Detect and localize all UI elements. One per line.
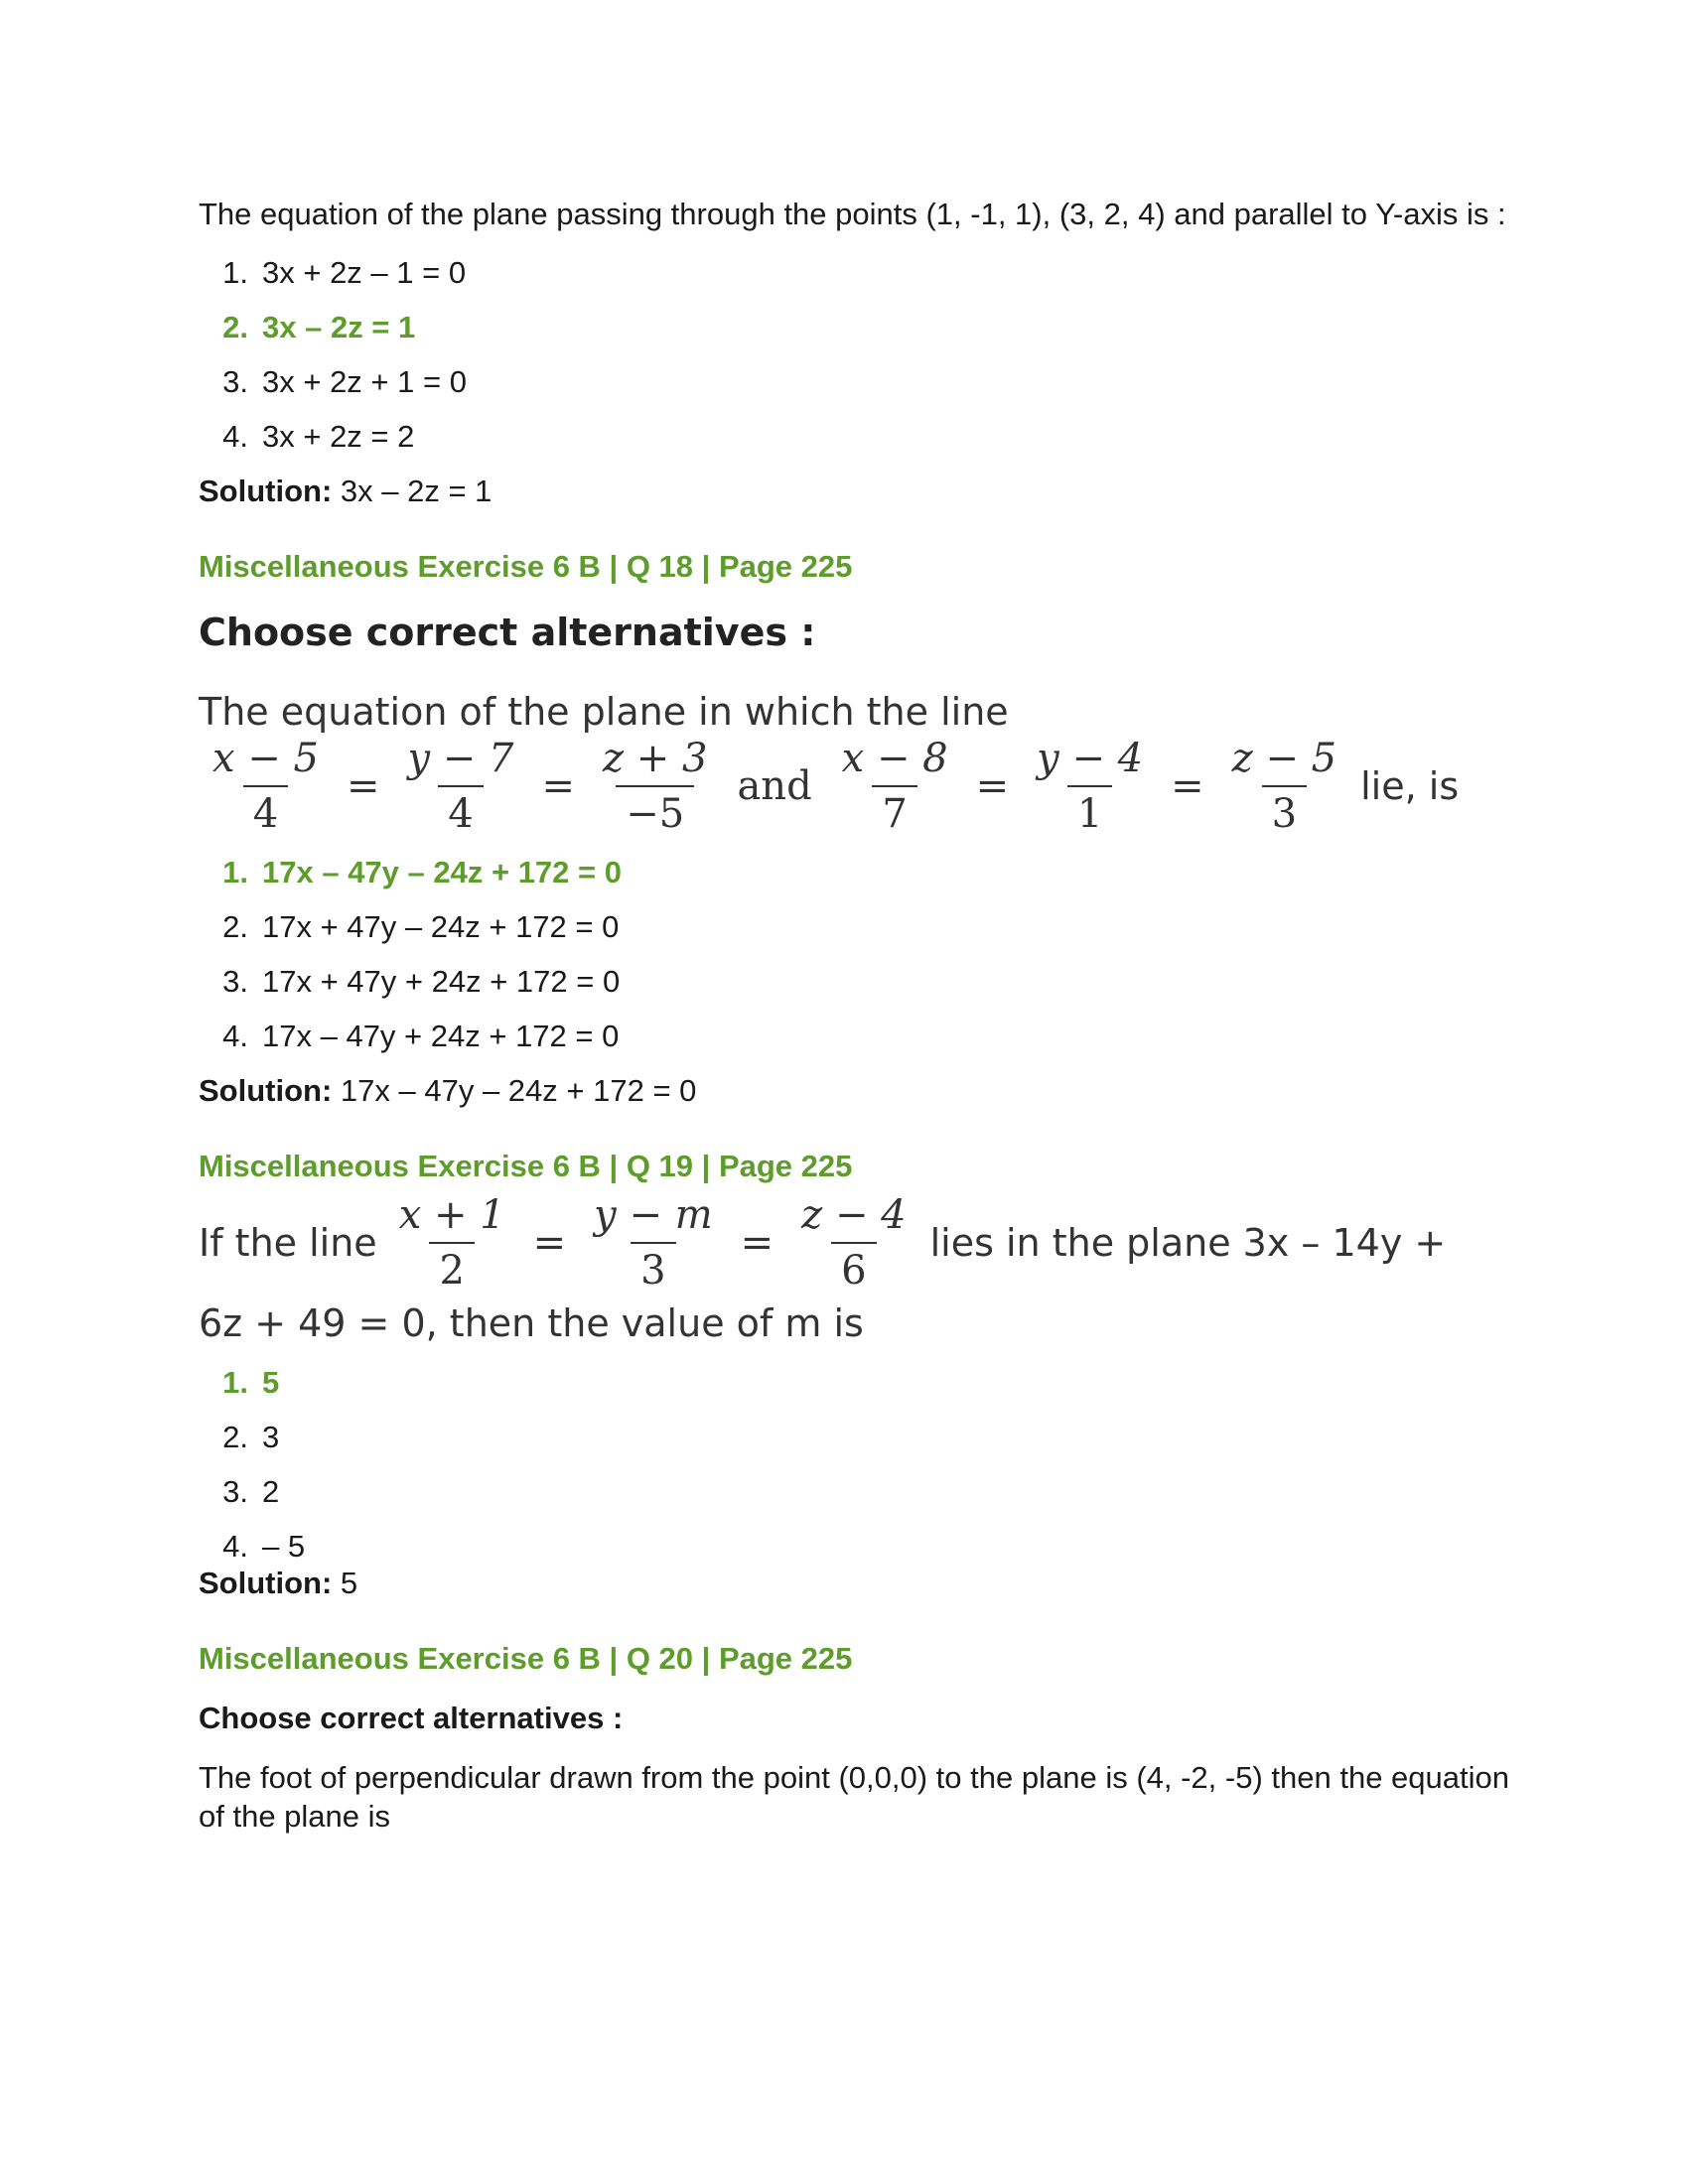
q18-question-image xyxy=(199,688,1509,837)
q18-fraction-6: $\frac{z - 5}{3}$ xyxy=(1231,736,1337,837)
q18-fraction-1: $\frac{x - 5}{4}$ xyxy=(212,736,319,837)
q19-question-image xyxy=(199,1192,1509,1347)
q17-option-2-correct[interactable]: 2. 3x – 2z = 1 xyxy=(222,310,416,344)
q19-fraction-3: $\frac{z - 4}{6}$ xyxy=(801,1192,907,1294)
q19-equation: If the line $\frac{x + 1}{2}$ = $\frac{y - m}{3}$ = $\frac{z - 4}{6}$ lies in the plane 3x – 14y + xyxy=(199,1192,1447,1294)
q17-option-4[interactable]: 4. 3x + 2z = 2 xyxy=(222,419,415,454)
q19-option-2[interactable]: 2. 3 xyxy=(222,1420,280,1454)
q19-solution: Solution: 5 xyxy=(199,1566,358,1600)
q18-fraction-2: $\frac{y - 7}{4}$ xyxy=(407,736,514,837)
q19-tail: lies in the plane 3x – 14y + xyxy=(929,1221,1447,1265)
q18-question-intro: The equation of the plane in which the line xyxy=(199,690,1009,734)
q17-question: The equation of the plane passing through the points (1, -1, 1), (3, 2, 4) and parallel to Y-axis is : xyxy=(199,197,1506,231)
q20-prompt: Choose correct alternatives : xyxy=(199,1701,624,1735)
q17-solution: Solution: 3x – 2z = 1 xyxy=(199,474,492,508)
q19-heading-link[interactable]: Miscellaneous Exercise 6 B | Q 19 | Page 225 xyxy=(199,1149,853,1183)
q18-solution: Solution: 17x – 47y – 24z + 172 = 0 xyxy=(199,1073,697,1108)
q17-options xyxy=(199,253,1509,472)
q18-heading-link[interactable]: Miscellaneous Exercise 6 B | Q 18 | Page 225 xyxy=(199,549,853,584)
q18-option-4[interactable]: 4. 17x – 47y + 24z + 172 = 0 xyxy=(222,1019,620,1053)
q18-options xyxy=(199,853,1509,1071)
q18-option-3[interactable]: 3. 17x + 47y + 24z + 172 = 0 xyxy=(222,964,621,999)
q20-heading-link[interactable]: Miscellaneous Exercise 6 B | Q 20 | Page 225 xyxy=(199,1641,853,1676)
q18-fraction-4: $\frac{x - 8}{7}$ xyxy=(841,736,948,837)
q19-fraction-1: $\frac{x + 1}{2}$ xyxy=(398,1192,505,1294)
q19-fraction-2: $\frac{y - m}{3}$ xyxy=(594,1192,713,1294)
q17-option-1[interactable]: 1. 3x + 2z – 1 = 0 xyxy=(222,255,467,290)
q17-option-3[interactable]: 3. 3x + 2z + 1 = 0 xyxy=(222,364,467,399)
q18-equation: $\frac{x - 5}{4}$ = $\frac{y - 7}{4}$ = $\frac{z + 3}{-5}$ and $\frac{x - 8}{7}$ = $\frac{y - 4}{1}$ = $\frac{z - 5}{3}$ lie, is xyxy=(195,736,1509,837)
q19-lead: If the line xyxy=(199,1221,377,1265)
q18-connector: and xyxy=(737,763,812,809)
document-page xyxy=(199,195,1509,1836)
q19-option-1-correct[interactable]: 1. 5 xyxy=(222,1365,280,1400)
q19-option-4[interactable]: 4. – 5 xyxy=(222,1529,306,1564)
q18-tail: lie, is xyxy=(1360,764,1460,808)
q18-prompt: Choose correct alternatives : xyxy=(199,611,816,654)
q18-fraction-3: $\frac{z + 3}{-5}$ xyxy=(602,736,708,837)
q18-option-2[interactable]: 2. 17x + 47y – 24z + 172 = 0 xyxy=(222,909,620,944)
q18-option-1-correct[interactable]: 1. 17x – 47y – 24z + 172 = 0 xyxy=(222,855,622,889)
q19-options xyxy=(199,1363,1509,1581)
q19-option-3[interactable]: 3. 2 xyxy=(222,1474,280,1509)
q19-line2: 6z + 49 = 0, then the value of m is xyxy=(199,1301,864,1345)
q18-fraction-5: $\frac{y - 4}{1}$ xyxy=(1037,736,1144,837)
q20-question: The foot of perpendicular drawn from the point (0,0,0) to the plane is (4, -2, -5) then the equation of the plane is xyxy=(199,1760,1509,1834)
